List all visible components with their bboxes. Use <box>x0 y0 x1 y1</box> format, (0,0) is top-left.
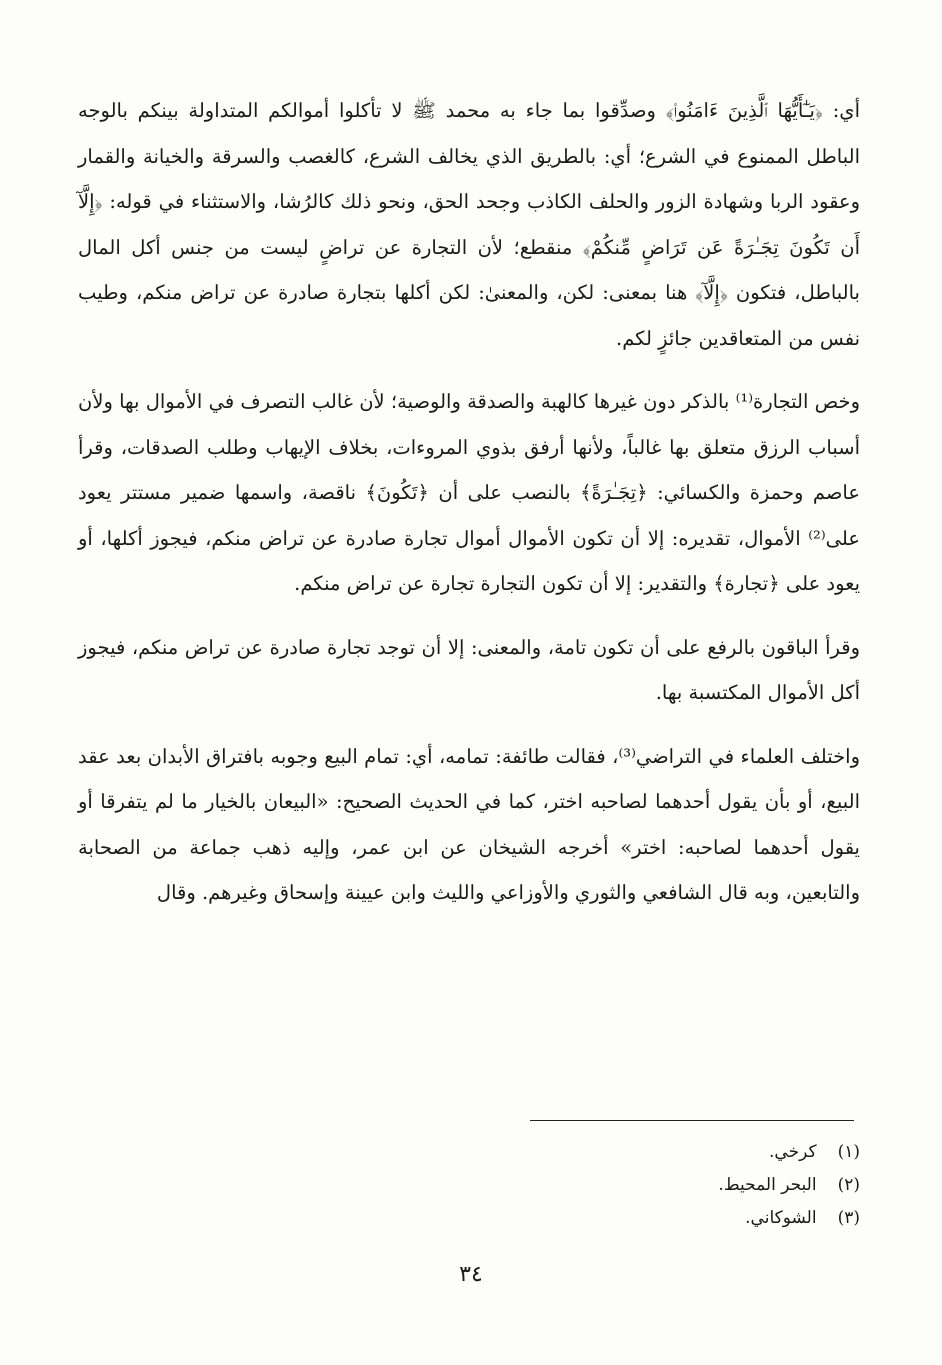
footnotes <box>718 1136 860 1235</box>
footnote-2 <box>718 1169 860 1202</box>
paragraph-3: وقرأ الباقون بالرفع على أن تكون تامة، والمعنى: إلا أن توجد تجارة صادرة عن تراض منكم، فيجوز أكل الأموال المكتسبة بها. <box>78 635 860 704</box>
page-number: ٣٤ <box>459 1262 483 1287</box>
footnote-number: (١) <box>837 1142 860 1162</box>
paragraph-4: واختلف العلماء في التراضي⁽³⁾، فقالت طائفة: تمامه، أي: تمام البيع وجوبه بافتراق الأبدان بعد عقد البيع، أو بأن يقول أحدهما لصاحبه اختر، كما في الحديث الصحيح: «البيعان بالخيار ما لم يتفرقا أو يقول أحدهما لصاحبه: اختر» أخرجه الشيخان عن ابن عمر، وإليه ذهب جماعة من الصحابة والتابعين، وبه قال الشافعي والثوري والأوزاعي والليث وابن عيينة وإسحاق وغيرهم. وقال <box>78 744 861 904</box>
footnote-1 <box>718 1136 860 1169</box>
paragraph-2: وخص التجارة⁽¹⁾ بالذكر دون غيرها كالهبة والصدقة والوصية؛ لأن غالب التصرف في الأموال بها ولأن أسباب الرزق متعلق بها غالباً، ولأنها أرفق بذوي المروءات، بخلاف الإيهاب وطلب الصدقات، وقرأ عاصم وحمزة والكسائي: ﴿تِجَـٰرَةً﴾ بالنصب على أن ﴿تَكُونَ﴾ ناقصة، واسمها ضمير مستتر يعود على⁽²⁾ الأموال، تقديره: إلا أن تكون الأموال أموال تجارة صادرة عن تراض منكم، فيجوز أكلها، أو يعود على ﴿تجارة﴾ والتقدير: إلا أن تكون التجارة تجارة عن تراض منكم. <box>78 390 860 595</box>
main-text <box>78 88 860 916</box>
footnote-divider <box>530 1120 854 1121</box>
footnote-text: البحر المحيط. <box>718 1175 817 1195</box>
footnote-number: (٢) <box>837 1175 860 1195</box>
footnote-text: كرخي. <box>769 1142 817 1162</box>
footnote-text: الشوكاني. <box>745 1208 817 1228</box>
footnote-3 <box>718 1202 860 1235</box>
footnote-number: (٣) <box>837 1208 860 1228</box>
paragraph-1: أي: ﴿يَـٰٓأَيُّهَا ٱلَّذِينَ ءَامَنُوا۟﴾ وصدِّقوا بما جاء به محمد ﷺ لا تأكلوا أموالكم المتداولة بينكم بالوجه الباطل الممنوع في الشرع؛ أي: بالطريق الذي يخالف الشرع، كالغصب والسرقة والخيانة والقمار وعقود الربا وشهادة الزور والحلف الكاذب وجحد الحق، ونحو ذلك كالرُشا، والاستثناء في قوله: ﴿إِلَّآ أَن تَكُونَ تِجَـٰرَةً عَن تَرَاضٍ مِّنكُمْ﴾ منقطع؛ لأن التجارة عن تراضٍ ليست من جنس أكل المال بالباطل، فتكون ﴿إِلَّآ﴾ هنا بمعنى: لكن، والمعنىٰ: لكن أكلها بتجارة صادرة عن تراض منكم، وطيب نفس من المتعاقدين جائزٍ لكم. <box>78 99 860 350</box>
